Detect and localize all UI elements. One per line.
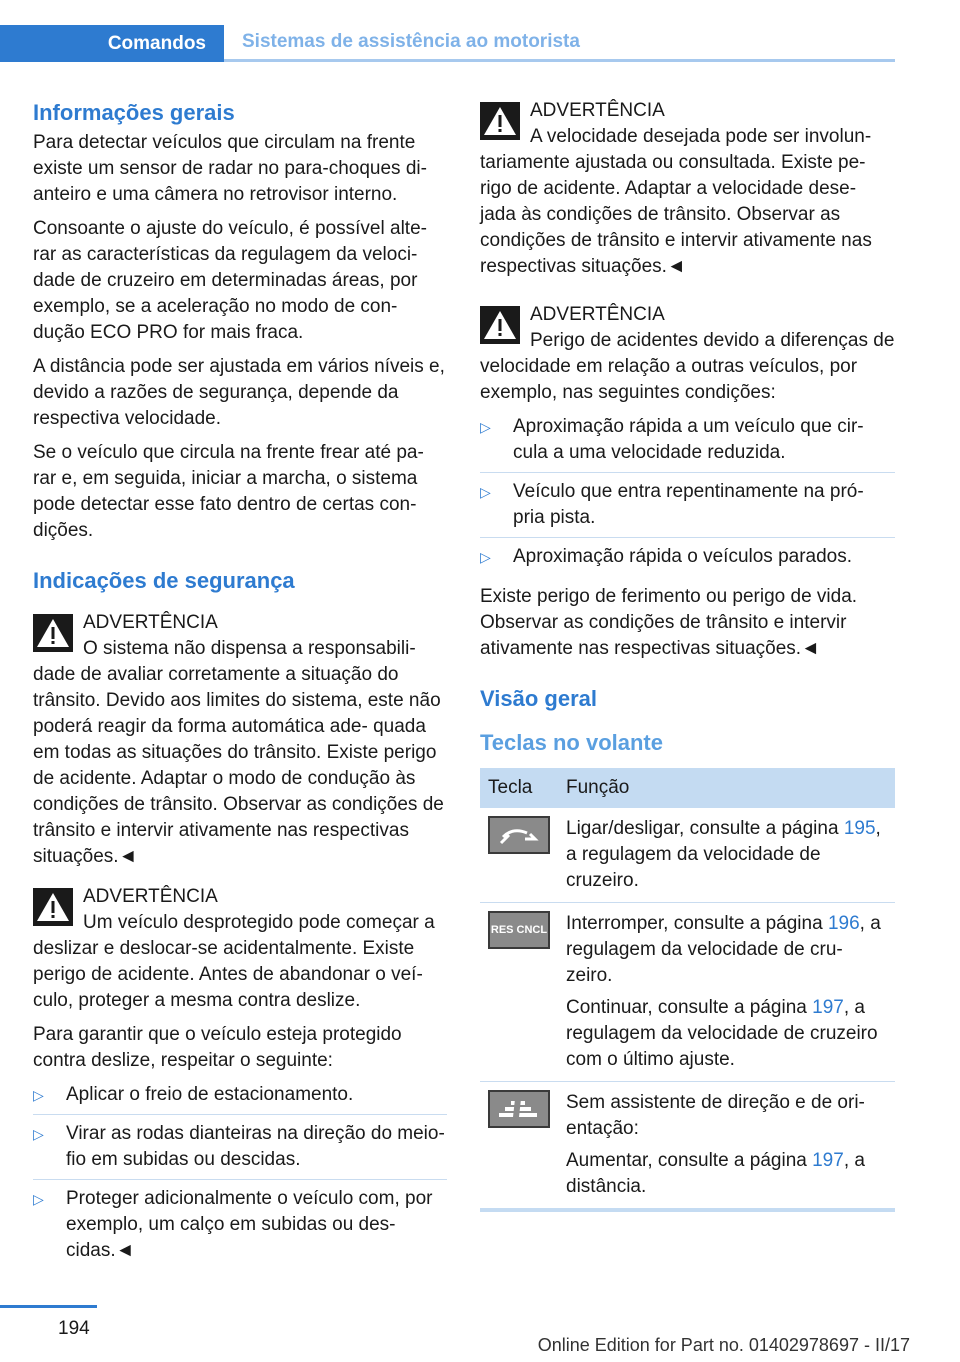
table-row: RES CNCL Interromper, consulte a página 196, a regulagem da velocidade de cru- zeiro. Continuar, consulte a página 197, a regulagem da velocidade de cruzeiro com o último ajuste. (480, 903, 895, 1082)
paragraph: A distância pode ser ajustada em vários níveis e, devido a razões de segurança, depende da respectiva velocidade. (33, 356, 445, 429)
warning-title: ADVERTÊNCIA (530, 304, 665, 325)
warning-title: ADVERTÊNCIA (83, 886, 218, 907)
page-header (0, 25, 895, 62)
warning-text: O sistema não dispensa a responsabili- dade de avaliar corretamente a situação do trânsito. Devido aos limites do sistema, este não poderá reagir da forma automática ade- quada em todas as situações do trânsito. Existe perigo de acidente. Adaptar o modo de condução às condições de trânsito. Observar as condições de trânsito e intervir ativamente nas respectivas situações.◄ (33, 638, 444, 867)
triangle-bullet-icon: ▷ (33, 1126, 44, 1142)
warning-text: Perigo de acidentes devido a diferenças de velocidade em relação a outras veículos, por exemplo, nas seguintes condições: (480, 330, 895, 403)
list-item: ▷ Proteger adicionalmente o veículo com, por exemplo, um calço em subidas ou des- cidas.◄ (33, 1188, 433, 1261)
speedometer-arrow-icon (497, 823, 541, 847)
table-row: Ligar/desligar, consulte a página 195, a regulagem da velocidade de cruzeiro. (480, 808, 895, 903)
warning-block (33, 884, 447, 1014)
triangle-bullet-icon: ▷ (480, 419, 491, 435)
page-link[interactable]: 197 (812, 997, 844, 1018)
list-item: ▷ Aplicar o freio de estacionamento. (33, 1082, 447, 1115)
section-title-general: Informações gerais (33, 100, 235, 125)
warning-triangle-icon (480, 306, 520, 344)
triangle-bullet-icon: ▷ (480, 484, 491, 500)
header-tab-assistance-systems[interactable]: Sistemas de assistência ao motorista (224, 25, 895, 62)
warning-text: Um veículo desprotegido pode começar a deslizar e deslocar-se acidentalmente. Existe perigo de acidente. Antes de abandonar o veí- culo, proteger a mesma contra deslize. (33, 912, 435, 1011)
page-link[interactable]: 196 (827, 913, 860, 934)
list-item: ▷ Virar as rodas dianteiras na direção do meio-fio em subidas ou descidas. (33, 1121, 447, 1180)
paragraph: Para garantir que o veículo esteja protegido contra deslize, respeitar o seguinte: (33, 1024, 402, 1071)
paragraph: Se o veículo que circula na frente frear até pa- rar e, em seguida, iniciar a marcha, o sistema pode detectar esse fato dentro de certas con- dições. (33, 442, 424, 541)
warning-triangle-icon (33, 888, 73, 926)
list-item: ▷ Aproximação rápida a um veículo que cir- cula a uma velocidade reduzida. (480, 414, 895, 473)
paragraph: Consoante o ajuste do veículo, é possível alte- rar as características da regulagem da veloci- dade de cruzeiro em determinadas áreas, por exemplo, se a aceleração no modo de con- dução ECO PRO for mais fraca. (33, 218, 427, 343)
page-link[interactable]: 195 (843, 818, 876, 839)
car-distance-icon (497, 1097, 541, 1121)
warning-block (480, 98, 895, 280)
edition-footer: Online Edition for Part no. 01402978697 - II/17 (537, 1335, 910, 1355)
warning-text: A velocidade desejada pode ser involun- tariamente ajustada ou consultada. Existe pe- rigo de acidente. Adaptar a velocidade dese- jada às condições de trânsito. Observar as condições de trânsito e intervir ativamente nas respectivas situações.◄ (480, 126, 872, 277)
right-column (480, 98, 895, 1212)
left-column (33, 98, 447, 1278)
page-link[interactable]: 197 (812, 1150, 844, 1171)
warning-block (480, 302, 895, 406)
page-number: 194 (58, 1318, 90, 1339)
cruise-control-on-off-icon (488, 816, 550, 854)
warning-block (33, 610, 447, 870)
list-item: ▷ Veículo que entra repentinamente na pró- pria pista. (480, 479, 895, 538)
triangle-bullet-icon: ▷ (33, 1191, 44, 1207)
warning-triangle-icon (33, 614, 73, 652)
distance-key-icon (488, 1090, 550, 1128)
bullet-list (33, 1082, 447, 1270)
paragraph: Existe perigo de ferimento ou perigo de vida. Observar as condições de trânsito e intervir ativamente nas respectivas situações.◄ (480, 586, 858, 659)
triangle-bullet-icon: ▷ (480, 549, 491, 565)
column-header-function: Função (558, 768, 895, 808)
warning-title: ADVERTÊNCIA (83, 612, 218, 633)
steering-keys-table (480, 768, 895, 1212)
header-tab-comandos[interactable]: Comandos (0, 25, 224, 62)
list-item: ▷ Aproximação rápida o veículos parados. (480, 544, 895, 576)
subsection-title-steering-keys: Teclas no volante (480, 730, 663, 755)
warning-title: ADVERTÊNCIA (530, 100, 665, 121)
triangle-bullet-icon: ▷ (33, 1087, 44, 1103)
column-header-key: Tecla (480, 768, 558, 808)
table-row: Sem assistente de direção e de ori- entação: Aumentar, consulte a página 197, a distância. (480, 1082, 895, 1211)
bullet-list (480, 414, 895, 576)
res-cncl-key-icon: RES CNCL (488, 911, 550, 949)
paragraph: Para detectar veículos que circulam na frente existe um sensor de radar no para-choques di- anteiro e uma câmera no retrovisor interno. (33, 132, 427, 205)
section-title-overview: Visão geral (480, 686, 597, 711)
table-header-row (480, 768, 895, 808)
warning-triangle-icon (480, 102, 520, 140)
page-number-bar (0, 1305, 97, 1308)
section-title-safety: Indicações de segurança (33, 568, 295, 593)
